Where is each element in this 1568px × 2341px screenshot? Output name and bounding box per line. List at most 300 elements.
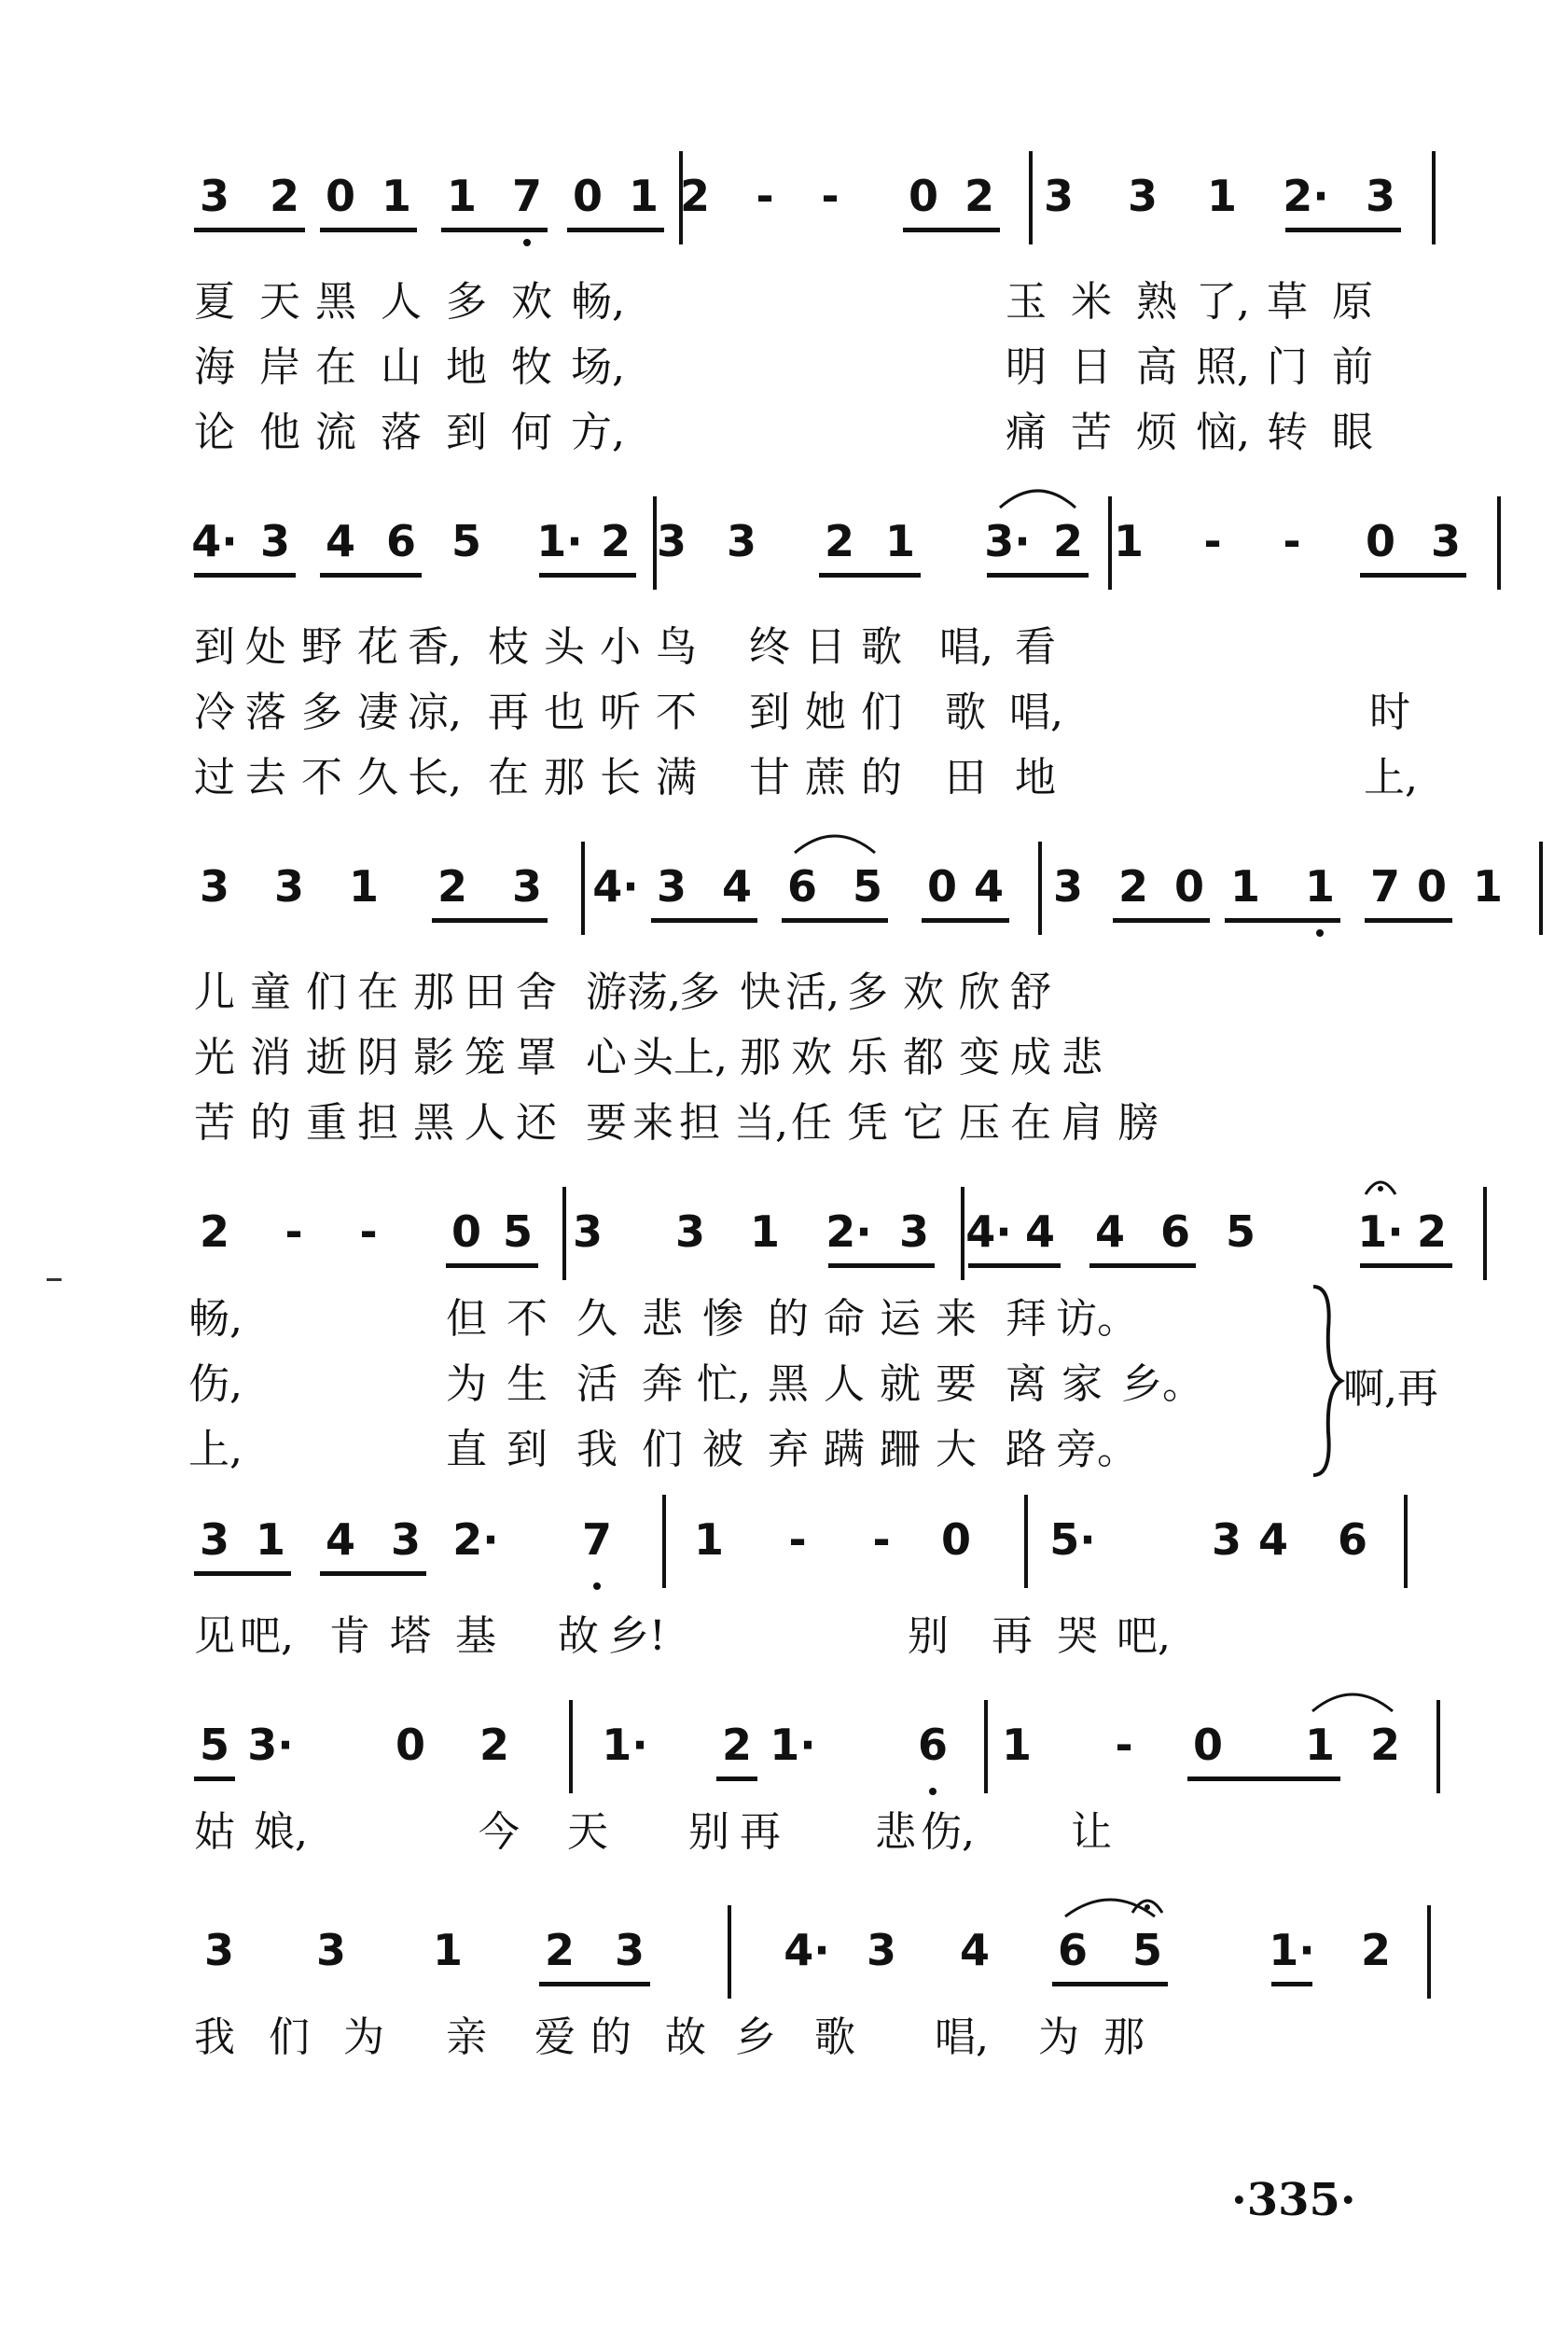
- lyric-char: 不: [656, 689, 697, 736]
- beam-line: [1187, 1777, 1340, 1781]
- jianpu-note: 5·: [1049, 1514, 1096, 1565]
- jianpu-note: 5: [1225, 1206, 1256, 1257]
- beam-line: [567, 228, 664, 232]
- jianpu-note: 0: [1173, 861, 1204, 912]
- jianpu-note: 1·: [1269, 1925, 1315, 1975]
- lyric-char: 见: [194, 1612, 235, 1660]
- lyric-char: 唱,: [935, 2014, 989, 2061]
- lyric-char: 来: [632, 1099, 673, 1147]
- lyric-char: 心: [586, 1034, 627, 1081]
- lyric-char: 烦: [1136, 409, 1177, 456]
- low-octave-dot: [523, 239, 531, 246]
- lyric-char: 我: [194, 2014, 235, 2061]
- lyric-char: 童: [250, 968, 291, 1016]
- lyric-char: 在: [315, 343, 356, 391]
- jianpu-note: 3: [866, 1925, 896, 1975]
- lyric-char: 故: [558, 1612, 599, 1660]
- lyric-char: 门: [1267, 343, 1308, 391]
- lyric-char: 不: [301, 754, 342, 801]
- fermata-mark: [1362, 1170, 1399, 1198]
- refrain-side-text: 啊,再: [1343, 1365, 1438, 1413]
- lyric-char: 的: [768, 1295, 809, 1343]
- jianpu-note: 1: [693, 1514, 724, 1565]
- jianpu-note: 1: [1304, 1720, 1335, 1770]
- notation-row: [187, 1913, 1474, 1997]
- jianpu-note: 4·: [592, 861, 639, 912]
- lyric-char: 成: [1010, 1034, 1051, 1081]
- lyric-char: 惨: [702, 1295, 743, 1343]
- brace-mark: [1308, 1283, 1345, 1479]
- lyric-char: 去: [245, 754, 286, 801]
- beam-line: [194, 228, 305, 232]
- jianpu-note: -: [821, 171, 840, 221]
- jianpu-note: 0: [926, 861, 957, 912]
- lyric-char: 唱,: [1009, 689, 1063, 736]
- lyric-char: 歌: [861, 623, 902, 671]
- jianpu-note: 3: [1365, 171, 1395, 221]
- lyric-char: 旁。: [1056, 1426, 1138, 1473]
- jianpu-note: 1: [348, 861, 379, 912]
- lyric-char: 人: [465, 1099, 506, 1147]
- beam-line: [716, 1777, 757, 1781]
- jianpu-note: 0: [451, 1206, 481, 1257]
- lyric-line: [187, 616, 1474, 683]
- lyric-char: 野: [301, 623, 342, 671]
- jianpu-note: 4: [325, 516, 355, 566]
- bar-line: [1038, 842, 1042, 935]
- jianpu-note: 2: [1416, 1206, 1447, 1257]
- jianpu-note: -: [1115, 1720, 1133, 1770]
- jianpu-note: 5: [852, 861, 882, 912]
- bar-line: [581, 842, 585, 935]
- lyric-char: 阴: [357, 1034, 398, 1081]
- bar-line: [662, 1495, 666, 1588]
- lyric-char: 直: [446, 1426, 487, 1473]
- beam-line: [1360, 1263, 1452, 1268]
- bar-line: [1483, 1187, 1487, 1280]
- jianpu-note: 2: [437, 861, 467, 912]
- lyric-char: 人: [381, 278, 422, 326]
- beam-line: [1285, 228, 1401, 232]
- score-system: [187, 1913, 1474, 2061]
- jianpu-note: 3: [1211, 1514, 1242, 1565]
- lyric-char: 路: [1006, 1426, 1047, 1473]
- lyric-char: 岸: [259, 343, 300, 391]
- jianpu-note: 1: [432, 1925, 463, 1975]
- lyric-char: 跚: [880, 1426, 921, 1473]
- lyric-char: 米: [1071, 278, 1112, 326]
- slur-mark: [793, 823, 877, 855]
- lyric-char: 长,: [408, 754, 462, 801]
- lyric-char: 乡。: [1121, 1360, 1203, 1408]
- lyric-char: 日: [1071, 343, 1112, 391]
- lyric-char: 罩: [516, 1034, 557, 1081]
- beam-line: [968, 1263, 1061, 1268]
- jianpu-note: 1: [749, 1206, 780, 1257]
- jianpu-note: 3: [1052, 861, 1083, 912]
- jianpu-note: 2: [600, 516, 631, 566]
- jianpu-note: 4: [959, 1925, 990, 1975]
- jianpu-note: 3: [656, 861, 687, 912]
- beam-line: [1360, 573, 1466, 578]
- lyric-char: 活: [576, 1360, 617, 1408]
- lyric-char: 鸟: [656, 623, 697, 671]
- lyric-char: 蔗: [805, 754, 846, 801]
- lyric-char: 奔: [642, 1360, 683, 1408]
- lyric-char: 当,: [734, 1099, 788, 1147]
- beam-line: [828, 1263, 935, 1268]
- jianpu-note: 4: [1024, 1206, 1055, 1257]
- beam-line: [432, 918, 548, 923]
- jianpu-note: 3: [1043, 171, 1074, 221]
- jianpu-note: 2: [544, 1925, 575, 1975]
- lyric-char: 别: [908, 1612, 949, 1660]
- lyric-char: 担: [357, 1099, 398, 1147]
- jianpu-note: 1: [1229, 861, 1260, 912]
- lyric-char: 人: [824, 1360, 865, 1408]
- lyric-char: 为: [446, 1360, 487, 1408]
- bar-line: [1539, 842, 1543, 935]
- lyric-char: 黑: [413, 1099, 454, 1147]
- lyric-char: 消: [250, 1034, 291, 1081]
- low-octave-dot: [929, 1788, 937, 1795]
- jianpu-note: -: [1283, 516, 1301, 566]
- bar-line: [1436, 1700, 1440, 1793]
- lyric-char: 哭: [1057, 1612, 1098, 1660]
- lyric-char: 熟: [1136, 278, 1177, 326]
- lyric-char: 歌: [814, 2014, 855, 2061]
- jianpu-note: 2: [679, 171, 710, 221]
- lyric-char: 海: [194, 343, 235, 391]
- lyric-char: 膀: [1117, 1099, 1159, 1147]
- jianpu-note: 1: [1304, 861, 1335, 912]
- jianpu-note: -: [756, 171, 774, 221]
- lyric-char: 黑: [315, 278, 356, 326]
- lyric-char: 夏: [194, 278, 235, 326]
- lyric-char: 畅,: [188, 1295, 243, 1343]
- lyric-line: [187, 681, 1474, 748]
- lyric-char: 苦: [1071, 409, 1112, 456]
- lyric-char: 到: [194, 623, 235, 671]
- beam-line: [194, 1571, 291, 1576]
- lyric-char: 还: [516, 1099, 557, 1147]
- lyric-char: 再: [488, 689, 529, 736]
- jianpu-note: 4·: [965, 1206, 1012, 1257]
- lyric-char: 运: [880, 1295, 921, 1343]
- lyric-char: 我: [576, 1426, 617, 1473]
- jianpu-note: 2: [964, 171, 994, 221]
- beam-line: [651, 918, 757, 923]
- lyric-char: 久: [357, 754, 398, 801]
- lyric-line: [187, 961, 1474, 1028]
- bar-line: [728, 1905, 731, 1999]
- jianpu-note: 3: [199, 1514, 229, 1565]
- jianpu-note: 3: [199, 861, 229, 912]
- lyric-char: 基: [455, 1612, 496, 1660]
- lyric-char: 上,: [1364, 754, 1418, 801]
- lyric-char: 就: [880, 1360, 921, 1408]
- lyric-char: 忙,: [697, 1360, 751, 1408]
- lyric-char: 家: [1062, 1360, 1103, 1408]
- jianpu-note: 2: [721, 1720, 752, 1770]
- lyric-char: 欢: [511, 278, 552, 326]
- lyric-char: 的: [861, 754, 902, 801]
- beam-line: [1365, 918, 1452, 923]
- jianpu-note: 2: [1117, 861, 1148, 912]
- jianpu-note: -: [359, 1206, 378, 1257]
- jianpu-note: 1·: [1357, 1206, 1404, 1257]
- lyric-char: 的: [590, 2014, 631, 2061]
- bar-line: [961, 1187, 964, 1280]
- lyric-char: 时: [1369, 689, 1410, 736]
- lyric-char: 处: [245, 623, 286, 671]
- lyric-char: 悲: [642, 1295, 683, 1343]
- jianpu-note: 5: [199, 1720, 229, 1770]
- jianpu-note: 1·: [602, 1720, 648, 1770]
- notation-row: [187, 504, 1474, 588]
- score-system: [187, 159, 1474, 456]
- jianpu-note: 4: [721, 861, 752, 912]
- jianpu-note: 3: [674, 1206, 705, 1257]
- jianpu-note: 0: [1365, 516, 1395, 566]
- lyric-char: 冷: [194, 689, 235, 736]
- lyric-char: 塔: [390, 1612, 431, 1660]
- lyric-char: 被: [702, 1426, 743, 1473]
- beam-line: [922, 918, 1009, 923]
- lyric-char: 地: [1015, 754, 1056, 801]
- lyric-char: 乐: [847, 1034, 888, 1081]
- low-octave-dot: [1316, 929, 1324, 937]
- jianpu-note: 1: [1113, 516, 1144, 566]
- lyric-char: 场,: [571, 343, 625, 391]
- lyric-line: [187, 1605, 1474, 1672]
- page-number: ·335·: [1231, 2174, 1356, 2226]
- lyric-char: 那: [544, 754, 585, 801]
- jianpu-note: 6: [1337, 1514, 1367, 1565]
- lyric-char: 乡!: [608, 1612, 666, 1660]
- jianpu-note: 6: [385, 516, 416, 566]
- score-system: [187, 504, 1474, 801]
- bar-line: [1432, 151, 1436, 244]
- lyric-char: 转: [1267, 409, 1308, 456]
- lyric-char: 凄: [357, 689, 398, 736]
- lyric-char: 但: [446, 1295, 487, 1343]
- lyric-char: 也: [544, 689, 585, 736]
- jianpu-note: 3·: [247, 1720, 294, 1770]
- lyric-char: 亲: [446, 2014, 487, 2061]
- lyric-char: 都: [903, 1034, 944, 1081]
- lyric-char: 乡: [735, 2014, 776, 2061]
- lyric-char: 要: [586, 1099, 627, 1147]
- lyric-line: [187, 1801, 1474, 1868]
- lyric-char: 痛: [1006, 409, 1047, 456]
- lyric-char: 终: [749, 623, 790, 671]
- lyric-char: 看: [1015, 623, 1056, 671]
- jianpu-note: 3: [656, 516, 687, 566]
- bar-line: [1404, 1495, 1408, 1588]
- lyric-char: 田: [465, 968, 506, 1016]
- jianpu-note: 3: [614, 1925, 645, 1975]
- lyric-char: 快: [740, 968, 781, 1016]
- lyric-char: 在: [488, 754, 529, 801]
- beam-line: [441, 228, 548, 232]
- beam-line: [320, 228, 417, 232]
- lyric-char: 方,: [571, 409, 625, 456]
- jianpu-note: -: [788, 1514, 807, 1565]
- lyric-char: 他: [259, 409, 300, 456]
- lyric-char: 那: [1103, 2014, 1145, 2061]
- lyric-char: 们: [861, 689, 902, 736]
- lyric-char: 那: [413, 968, 454, 1016]
- jianpu-note: 6: [917, 1720, 948, 1770]
- slur-mark: [1063, 1887, 1157, 1918]
- jianpu-note: 3: [390, 1514, 421, 1565]
- jianpu-note: 0: [940, 1514, 971, 1565]
- lyric-char: 娘,: [254, 1808, 308, 1856]
- lyric-char: 头: [544, 623, 585, 671]
- margin-mark: [47, 1278, 62, 1281]
- jianpu-note: 1: [255, 1514, 285, 1565]
- notation-row: [187, 1194, 1474, 1278]
- lyric-char: 久: [576, 1295, 617, 1343]
- lyric-char: 再: [740, 1808, 781, 1856]
- jianpu-note: 2: [199, 1206, 229, 1257]
- lyric-char: 故: [665, 2014, 706, 2061]
- jianpu-note: 2: [1369, 1720, 1400, 1770]
- jianpu-note: 2: [1360, 1925, 1391, 1975]
- lyric-char: 蹒: [824, 1426, 865, 1473]
- lyric-char: 今: [479, 1808, 520, 1856]
- lyric-line: [187, 401, 1474, 468]
- lyric-char: 甘: [749, 754, 790, 801]
- lyric-char: 玉: [1006, 278, 1047, 326]
- jianpu-note: 0: [1416, 861, 1447, 912]
- lyric-char: 日: [805, 623, 846, 671]
- jianpu-note: 7: [511, 171, 542, 221]
- jianpu-note: 7: [1369, 861, 1400, 912]
- bar-line: [1024, 1495, 1028, 1588]
- lyric-char: 生: [506, 1360, 548, 1408]
- lyric-line: [187, 271, 1474, 338]
- jianpu-note: 3: [511, 861, 542, 912]
- lyric-char: 不: [506, 1295, 548, 1343]
- jianpu-note: 2: [824, 516, 854, 566]
- beam-line: [987, 573, 1089, 578]
- jianpu-note: 1: [446, 171, 477, 221]
- lyric-char: 长: [600, 754, 641, 801]
- beam-line: [320, 573, 422, 578]
- beam-line: [1113, 918, 1210, 923]
- lyric-char: 为: [343, 2014, 384, 2061]
- lyric-line: [187, 336, 1474, 403]
- lyric-char: 牧: [511, 343, 552, 391]
- beam-line: [446, 1263, 538, 1268]
- lyric-char: 重: [306, 1099, 347, 1147]
- slur-mark: [998, 478, 1077, 509]
- jianpu-note: 4·: [784, 1925, 830, 1975]
- lyric-char: 爱: [534, 2014, 576, 2061]
- beam-line: [1225, 918, 1340, 923]
- lyric-char: 它: [903, 1099, 944, 1147]
- bar-line: [1497, 496, 1501, 590]
- lyric-line: [187, 1288, 1474, 1355]
- lyric-line: [187, 746, 1474, 814]
- low-octave-dot: [593, 1582, 601, 1590]
- jianpu-note: 5: [451, 516, 481, 566]
- jianpu-note: 3: [1127, 171, 1158, 221]
- lyric-char: 吧,: [1117, 1612, 1171, 1660]
- jianpu-note: 1: [1206, 171, 1237, 221]
- beam-line: [194, 573, 296, 578]
- jianpu-note: 3: [203, 1925, 234, 1975]
- lyric-line: [187, 1092, 1474, 1159]
- lyric-char: 论: [194, 409, 235, 456]
- jianpu-note: 2: [1052, 516, 1083, 566]
- lyric-char: 伤,: [921, 1808, 975, 1856]
- lyric-char: 们: [306, 968, 347, 1016]
- lyric-char: 流: [315, 409, 356, 456]
- lyric-char: 儿: [194, 968, 235, 1016]
- bar-line: [569, 1700, 573, 1793]
- beam-line: [539, 1982, 650, 1986]
- lyric-char: 满: [656, 754, 697, 801]
- lyric-char: 要: [936, 1360, 977, 1408]
- lyric-line: [187, 1418, 1474, 1485]
- lyric-char: 恼,: [1196, 409, 1250, 456]
- score-system: [187, 849, 1503, 1147]
- jianpu-note: 2: [269, 171, 299, 221]
- lyric-char: 别: [688, 1808, 729, 1856]
- beam-line: [782, 918, 888, 923]
- lyric-char: 舒: [1010, 968, 1051, 1016]
- lyric-char: 大: [936, 1426, 977, 1473]
- jianpu-note: 3: [898, 1206, 929, 1257]
- jianpu-note: 4: [1257, 1514, 1288, 1565]
- jianpu-note: 6: [786, 861, 817, 912]
- jianpu-note: 6: [1159, 1206, 1190, 1257]
- jianpu-note: 6: [1057, 1925, 1088, 1975]
- lyric-char: 离: [1006, 1360, 1047, 1408]
- lyric-char: 欣: [959, 968, 1000, 1016]
- lyric-char: 笼: [465, 1034, 506, 1081]
- lyric-char: 到: [506, 1426, 548, 1473]
- lyric-char: 凭: [847, 1099, 888, 1147]
- bar-line: [984, 1700, 988, 1793]
- lyric-char: 香,: [408, 623, 462, 671]
- beam-line: [819, 573, 921, 578]
- lyric-char: 上,: [188, 1426, 243, 1473]
- lyric-char: 凉,: [408, 689, 462, 736]
- lyric-char: 多: [446, 278, 487, 326]
- lyric-char: 活,: [785, 968, 840, 1016]
- lyric-char: 再: [992, 1612, 1033, 1660]
- lyric-char: 逝: [306, 1034, 347, 1081]
- lyric-char: 眼: [1332, 409, 1373, 456]
- jianpu-note: 5: [1131, 1925, 1162, 1975]
- jianpu-note: 1: [381, 171, 411, 221]
- lyric-char: 唱,: [939, 623, 993, 671]
- jianpu-note: 2·: [452, 1514, 499, 1565]
- lyric-char: 了,: [1196, 278, 1250, 326]
- lyric-char: 拜: [1006, 1295, 1047, 1343]
- jianpu-note: 3: [572, 1206, 603, 1257]
- lyric-char: 天: [567, 1808, 608, 1856]
- lyric-char: 黑: [768, 1360, 809, 1408]
- notation-row: [187, 1707, 1474, 1791]
- lyric-char: 弃: [768, 1426, 809, 1473]
- jianpu-note: 4: [1094, 1206, 1125, 1257]
- lyric-char: 前: [1332, 343, 1373, 391]
